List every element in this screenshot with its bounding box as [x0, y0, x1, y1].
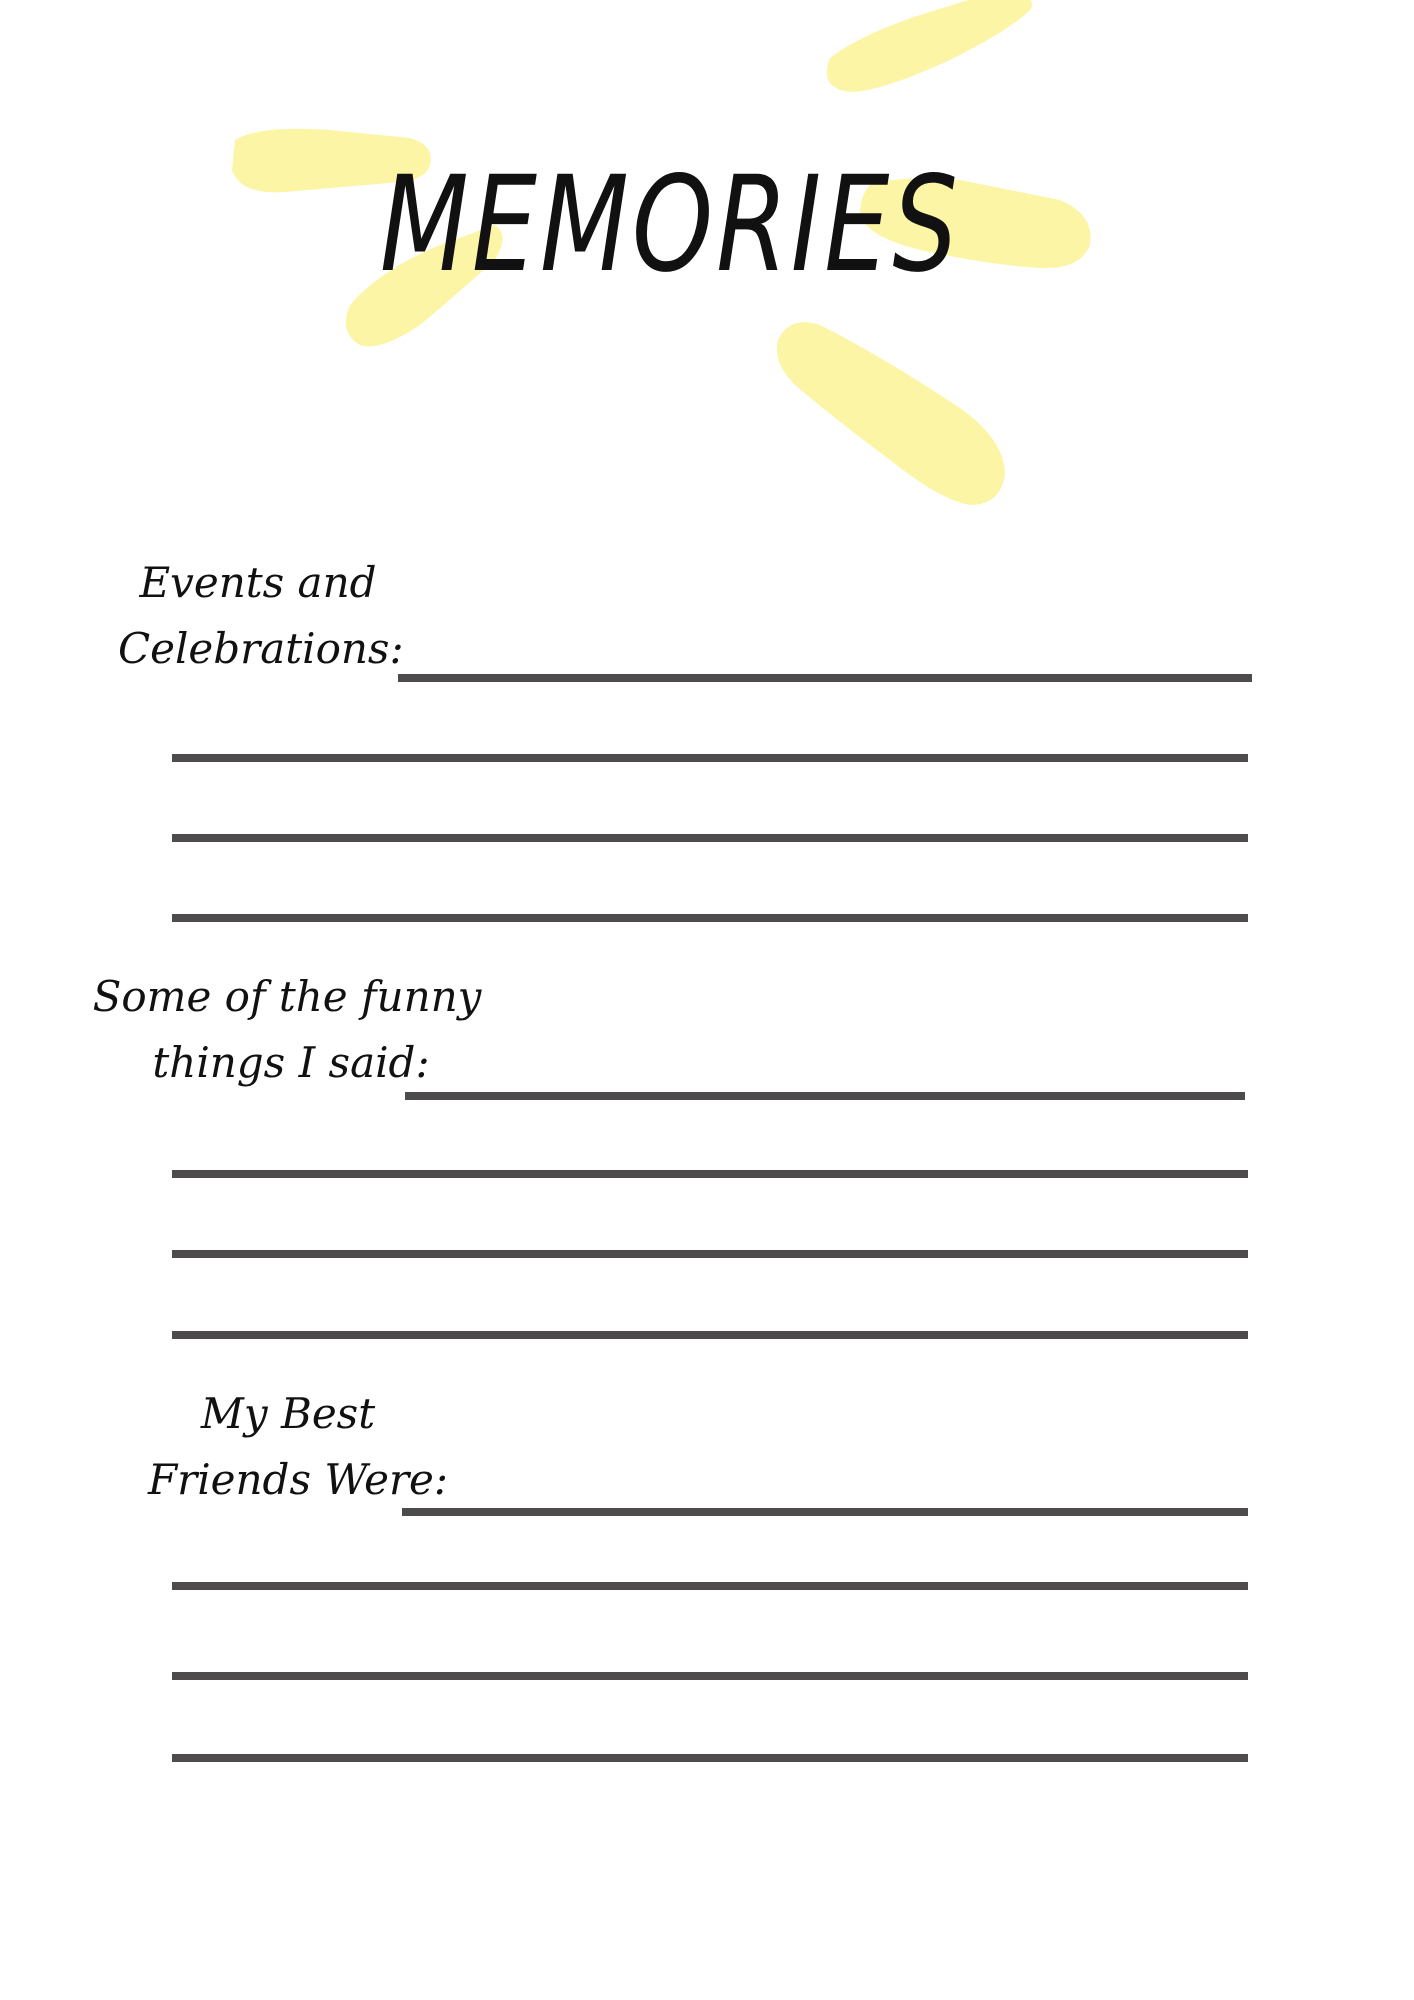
section-label-line: Events and [139, 558, 377, 607]
writing-line[interactable] [405, 1092, 1245, 1100]
section-label-funny-things [92, 964, 482, 1096]
sun-ray [827, 0, 1032, 92]
section-label-line: Celebrations: [118, 624, 404, 673]
section-label-line: things I said: [152, 1038, 430, 1087]
writing-line[interactable] [172, 834, 1248, 842]
writing-line[interactable] [172, 1582, 1248, 1590]
writing-line[interactable] [398, 674, 1252, 682]
sun-ray [777, 322, 1005, 505]
section-label-line: Friends Were: [148, 1455, 449, 1504]
section-label-line: My Best [200, 1389, 376, 1438]
writing-line[interactable] [172, 754, 1248, 762]
writing-line[interactable] [172, 1170, 1248, 1178]
writing-line[interactable] [172, 1672, 1248, 1680]
writing-line[interactable] [172, 914, 1248, 922]
section-label-best-friends [148, 1381, 449, 1513]
writing-line[interactable] [172, 1331, 1248, 1339]
section-label-line: Some of the funny [92, 972, 482, 1021]
writing-line[interactable] [172, 1250, 1248, 1258]
writing-line[interactable] [172, 1754, 1248, 1762]
page-title: MEMORIES [379, 148, 961, 302]
section-label-events [118, 550, 404, 682]
writing-line[interactable] [402, 1508, 1248, 1516]
